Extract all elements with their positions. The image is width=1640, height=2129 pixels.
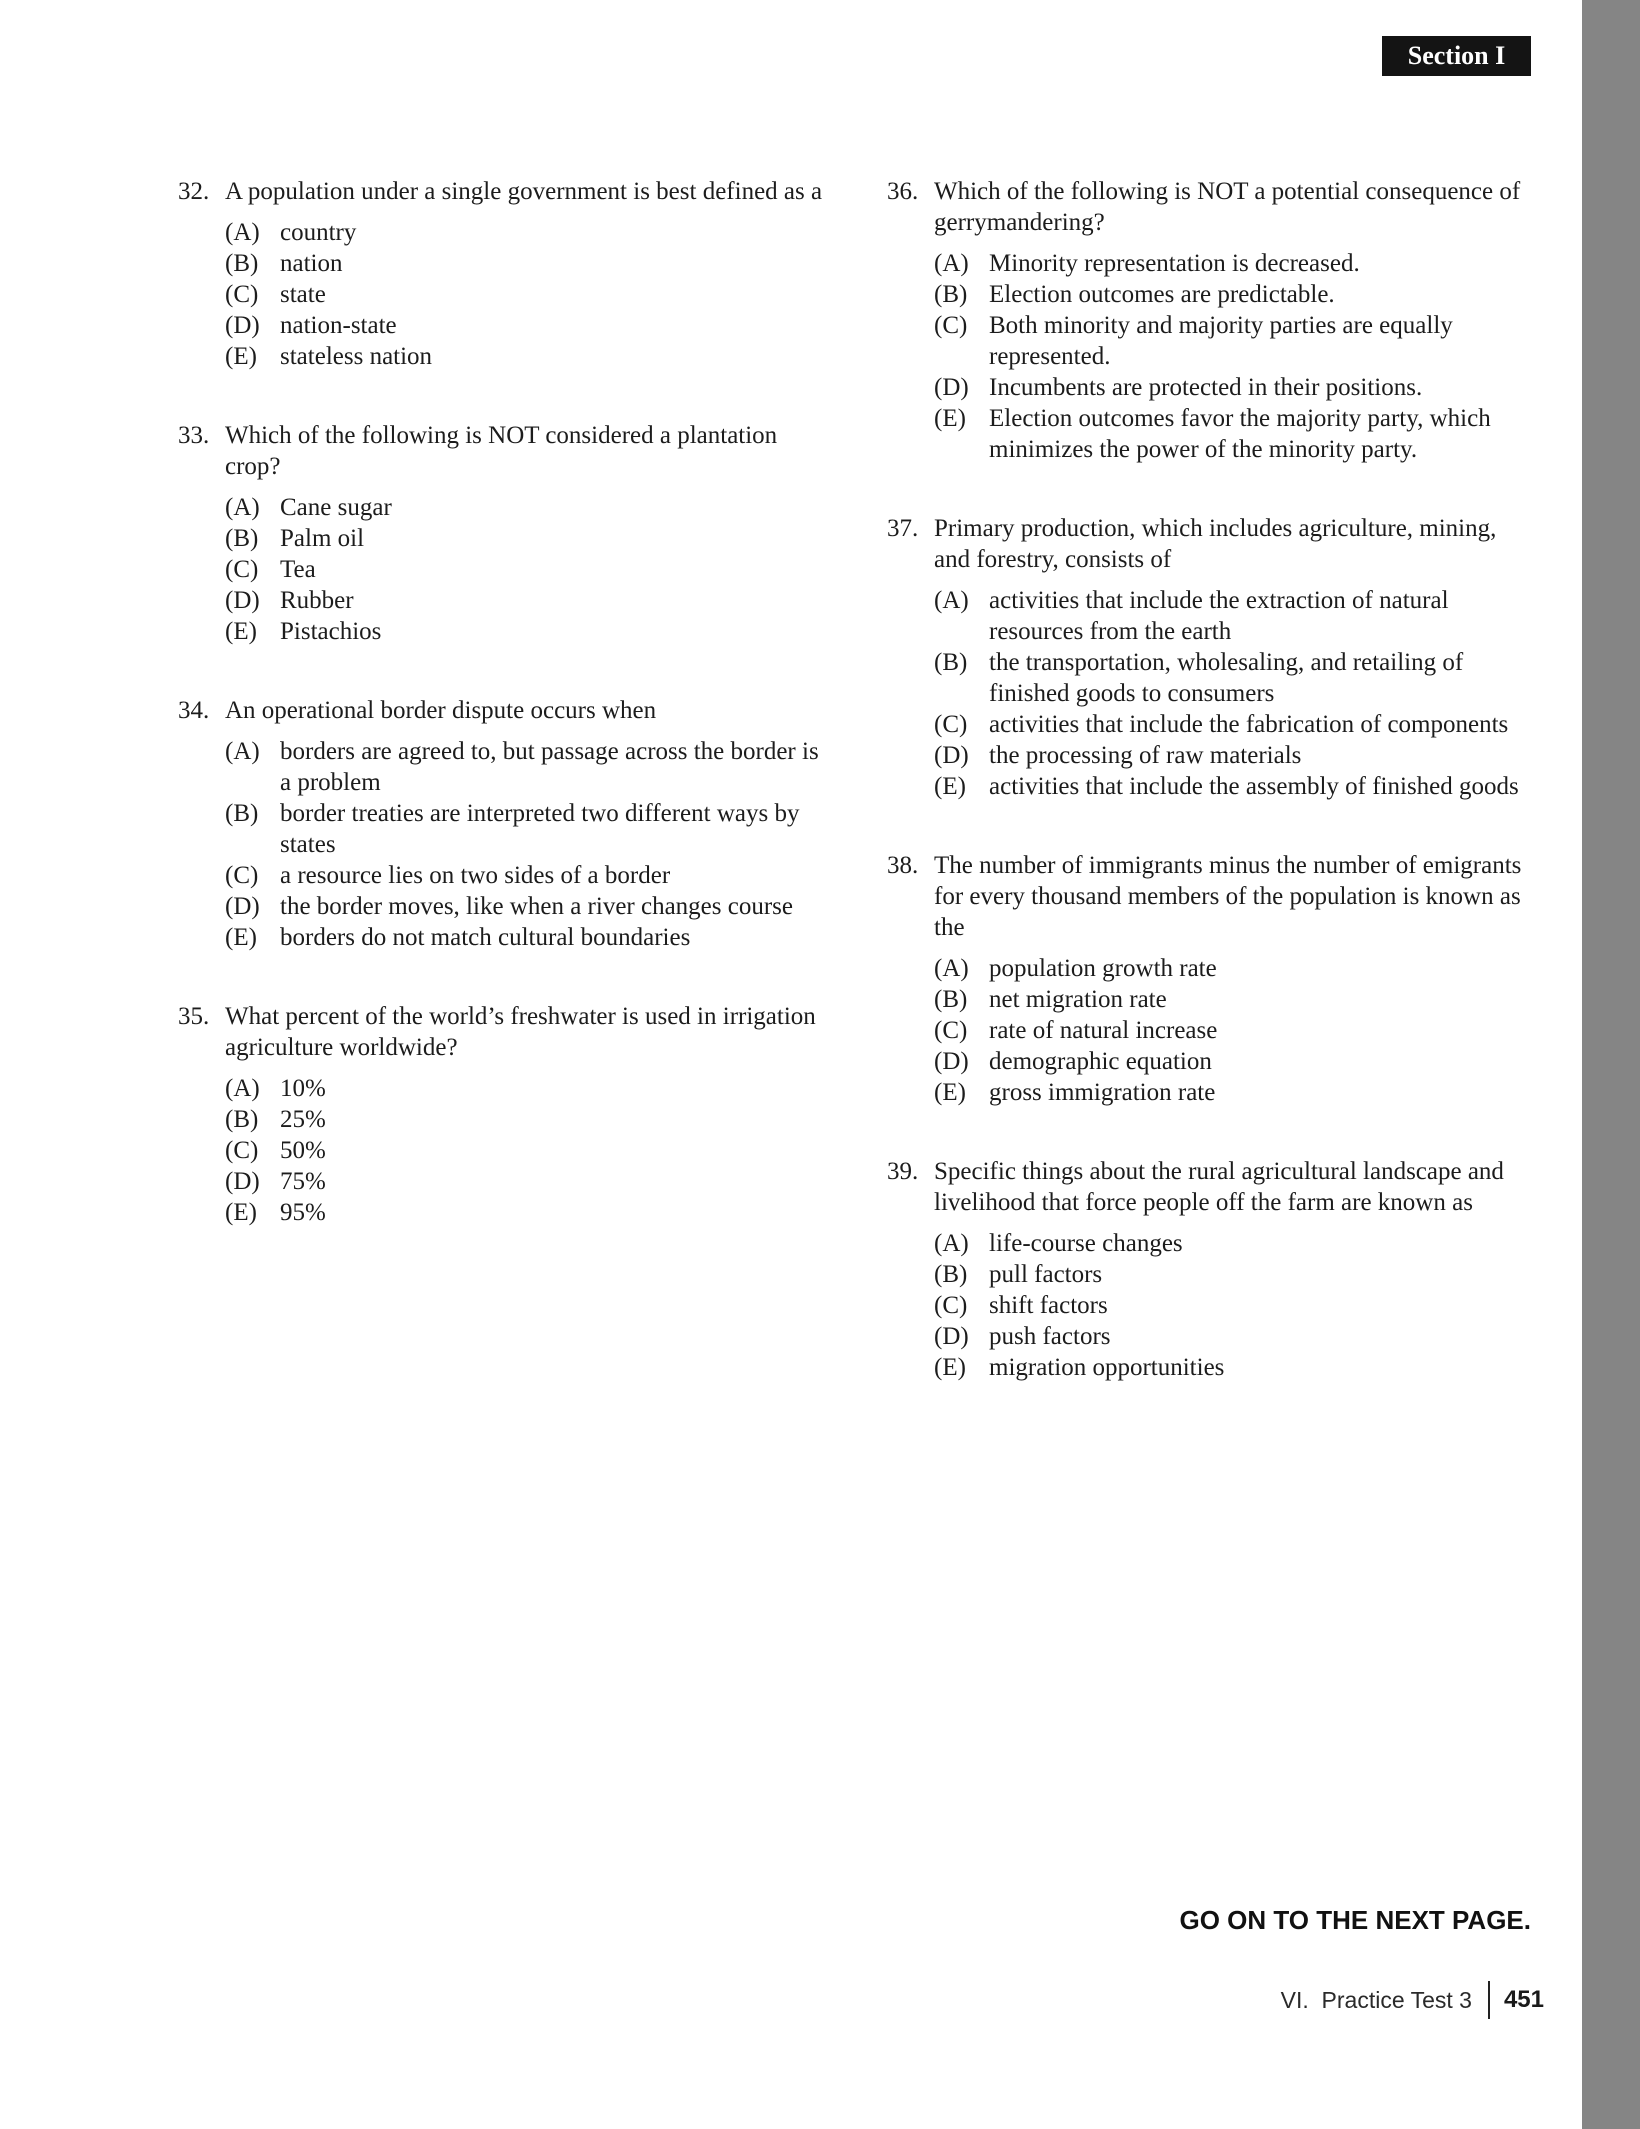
question-36 (887, 176, 1537, 465)
choice-c (225, 554, 828, 585)
choice-letter: (B) (934, 281, 968, 308)
question-35 (178, 1001, 828, 1228)
next-page-notice: GO ON TO THE NEXT PAGE. (1179, 1905, 1531, 1935)
page-number: 451 (1503, 1986, 1544, 2013)
choice-e (934, 771, 1537, 802)
choice-text: borders are agreed to, but passage across the border is a problem (280, 738, 819, 796)
choice-text: net migration rate (989, 986, 1167, 1013)
choice-d (225, 310, 828, 341)
choice-letter: (C) (934, 711, 968, 738)
choice-a (934, 585, 1537, 647)
question-37 (887, 513, 1537, 802)
choice-letter: (A) (225, 1075, 260, 1102)
choice-text: rate of natural increase (989, 1017, 1218, 1044)
choice-text: Palm oil (280, 525, 365, 552)
choice-letter: (A) (225, 494, 260, 521)
question-number: 37. (887, 515, 919, 542)
choice-letter: (A) (934, 587, 969, 614)
choice-e (225, 922, 828, 953)
choice-b (225, 798, 828, 860)
choice-letter: (E) (225, 343, 257, 370)
choice-e (934, 403, 1537, 465)
choice-letter: (C) (225, 862, 259, 889)
question-number: 35. (178, 1003, 210, 1030)
choice-letter: (A) (225, 219, 260, 246)
choice-c (934, 1290, 1537, 1321)
question-text: Which of the following is NOT considered a plantation crop? (225, 422, 778, 480)
choice-text: Election outcomes favor the majority party, which minimizes the power of the minority party. (989, 405, 1491, 463)
answer-choices (934, 953, 1537, 1108)
choice-text: shift factors (989, 1292, 1108, 1319)
choice-letter: (A) (934, 1230, 969, 1257)
choice-letter: (E) (934, 1079, 966, 1106)
choice-c (225, 860, 828, 891)
choice-a (934, 953, 1537, 984)
choice-b (934, 279, 1537, 310)
choice-letter: (B) (225, 1106, 259, 1133)
choice-text: nation (280, 250, 343, 277)
choice-letter: (B) (934, 986, 968, 1013)
footer-chapter: VI. Practice Test 3 (1280, 1986, 1472, 2013)
choice-a (225, 492, 828, 523)
choice-text: borders do not match cultural boundaries (280, 924, 691, 951)
choice-letter: (B) (934, 649, 968, 676)
choice-letter: (D) (225, 893, 260, 920)
choice-e (225, 341, 828, 372)
answer-choices (934, 248, 1537, 465)
choice-a (934, 248, 1537, 279)
question-text: An operational border dispute occurs when (225, 697, 657, 724)
left-column (178, 176, 828, 1276)
choice-text: 95% (280, 1199, 326, 1226)
choice-letter: (D) (225, 587, 260, 614)
choice-letter: (A) (225, 738, 260, 765)
question-number: 34. (178, 697, 210, 724)
choice-c (934, 310, 1537, 372)
question-text: A population under a single government is best defined as a (225, 178, 823, 205)
choice-letter: (E) (225, 1199, 257, 1226)
question-34 (178, 695, 828, 953)
choice-letter: (C) (225, 1137, 259, 1164)
choice-letter: (B) (225, 800, 259, 827)
choice-letter: (E) (225, 618, 257, 645)
choice-letter: (D) (934, 374, 969, 401)
choice-a (225, 1073, 828, 1104)
question-38 (887, 850, 1537, 1108)
answer-choices (225, 492, 828, 647)
choice-text: the processing of raw materials (989, 742, 1302, 769)
choice-text: Minority representation is decreased. (989, 250, 1360, 277)
choice-text: Tea (280, 556, 316, 583)
choice-text: stateless nation (280, 343, 433, 370)
choice-letter: (D) (225, 1168, 260, 1195)
choice-text: Rubber (280, 587, 354, 614)
choice-text: push factors (989, 1323, 1111, 1350)
question-33 (178, 420, 828, 647)
choice-c (934, 1015, 1537, 1046)
question-number: 33. (178, 422, 210, 449)
choice-c (225, 1135, 828, 1166)
choice-a (225, 217, 828, 248)
choice-letter: (B) (934, 1261, 968, 1288)
question-text: Specific things about the rural agricultural landscape and livelihood that force people off the farm are known as (934, 1158, 1504, 1216)
choice-c (934, 709, 1537, 740)
choice-d (934, 372, 1537, 403)
answer-choices (225, 1073, 828, 1228)
answer-choices (934, 585, 1537, 802)
choice-text: Election outcomes are predictable. (989, 281, 1335, 308)
choice-text: a resource lies on two sides of a border (280, 862, 671, 889)
question-number: 39. (887, 1158, 919, 1185)
choice-text: 25% (280, 1106, 326, 1133)
choice-letter: (C) (225, 281, 259, 308)
choice-text: activities that include the assembly of finished goods (989, 773, 1519, 800)
choice-text: Incumbents are protected in their positions. (989, 374, 1423, 401)
choice-text: the border moves, like when a river changes course (280, 893, 794, 920)
choice-text: the transportation, wholesaling, and retailing of finished goods to consumers (989, 649, 1464, 707)
right-column (887, 176, 1537, 1431)
choice-c (225, 279, 828, 310)
choice-text: gross immigration rate (989, 1079, 1216, 1106)
choice-letter: (B) (225, 250, 259, 277)
footer-divider (1488, 1981, 1490, 2019)
choice-text: activities that include the fabrication of components (989, 711, 1509, 738)
question-32 (178, 176, 828, 372)
section-label: Section I (1382, 36, 1531, 76)
choice-d (934, 740, 1537, 771)
answer-choices (934, 1228, 1537, 1383)
choice-text: pull factors (989, 1261, 1103, 1288)
page-footer (1281, 1980, 1544, 2020)
question-text: The number of immigrants minus the number of emigrants for every thousand members of the population is known as the (934, 852, 1522, 941)
choice-b (225, 248, 828, 279)
choice-b (225, 1104, 828, 1135)
choice-text: life-course changes (989, 1230, 1183, 1257)
choice-letter: (D) (934, 1048, 969, 1075)
question-39 (887, 1156, 1537, 1383)
choice-letter: (C) (934, 312, 968, 339)
choice-text: Cane sugar (280, 494, 392, 521)
choice-letter: (E) (934, 773, 966, 800)
choice-text: Both minority and majority parties are equally represented. (989, 312, 1453, 370)
answer-choices (225, 217, 828, 372)
choice-text: Pistachios (280, 618, 382, 645)
choice-d (934, 1046, 1537, 1077)
page-edge-bar (1582, 0, 1640, 2129)
choice-letter: (E) (225, 924, 257, 951)
choice-letter: (D) (934, 742, 969, 769)
choice-letter: (C) (225, 556, 259, 583)
choice-d (225, 585, 828, 616)
choice-text: demographic equation (989, 1048, 1212, 1075)
choice-e (934, 1352, 1537, 1383)
choice-letter: (C) (934, 1292, 968, 1319)
question-text: Which of the following is NOT a potential consequence of gerrymandering? (934, 178, 1521, 236)
choice-d (225, 891, 828, 922)
choice-d (225, 1166, 828, 1197)
choice-text: activities that include the extraction of natural resources from the earth (989, 587, 1449, 645)
choice-letter: (B) (225, 525, 259, 552)
choice-b (934, 647, 1537, 709)
choice-text: country (280, 219, 357, 246)
choice-letter: (A) (934, 250, 969, 277)
question-number: 36. (887, 178, 919, 205)
choice-letter: (E) (934, 1354, 966, 1381)
choice-text: migration opportunities (989, 1354, 1225, 1381)
choice-b (934, 984, 1537, 1015)
choice-text: nation-state (280, 312, 397, 339)
question-number: 32. (178, 178, 210, 205)
choice-text: border treaties are interpreted two different ways by states (280, 800, 800, 858)
choice-b (225, 523, 828, 554)
choice-letter: (E) (934, 405, 966, 432)
choice-letter: (D) (934, 1323, 969, 1350)
choice-letter: (D) (225, 312, 260, 339)
question-text: What percent of the world’s freshwater is used in irrigation agriculture worldwide? (225, 1003, 816, 1061)
choice-d (934, 1321, 1537, 1352)
choice-text: population growth rate (989, 955, 1217, 982)
choice-a (934, 1228, 1537, 1259)
answer-choices (225, 736, 828, 953)
choice-text: 10% (280, 1075, 326, 1102)
choice-letter: (C) (934, 1017, 968, 1044)
choice-e (225, 1197, 828, 1228)
choice-text: state (280, 281, 326, 308)
question-text: Primary production, which includes agriculture, mining, and forestry, consists of (934, 515, 1497, 573)
choice-b (934, 1259, 1537, 1290)
choice-a (225, 736, 828, 798)
choice-e (225, 616, 828, 647)
choice-text: 75% (280, 1168, 326, 1195)
question-number: 38. (887, 852, 919, 879)
choice-text: 50% (280, 1137, 326, 1164)
choice-e (934, 1077, 1537, 1108)
choice-letter: (A) (934, 955, 969, 982)
